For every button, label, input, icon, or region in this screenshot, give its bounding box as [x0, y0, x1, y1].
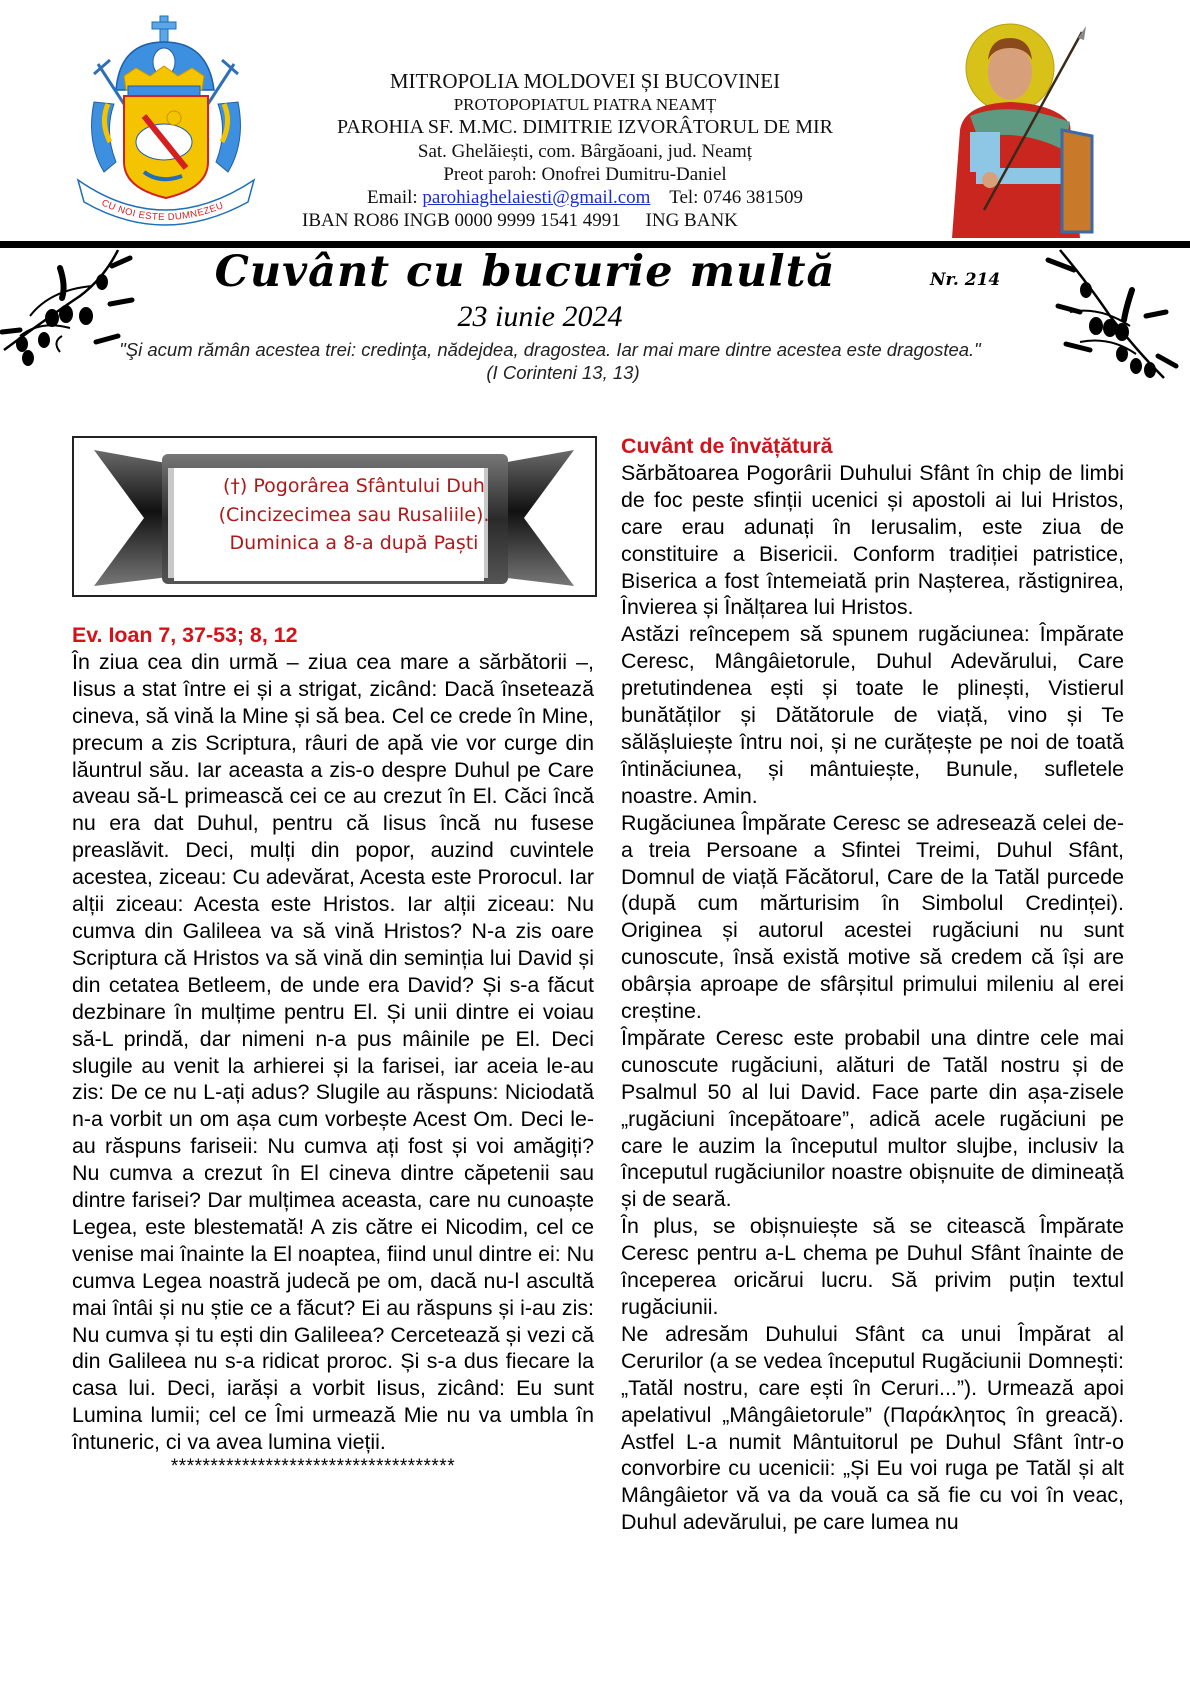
saint-icon-image	[930, 20, 1100, 238]
gospel-text: În ziua cea din urmă – ziua cea mare a sărbătorii –, Iisus a stat între ei și a strigat, zicând: Dacă însetează cineva, să vină la Mine și să bea. Cel ce crede în Mine, precum a zis Scriptura, râuri de apă vie vor curge din lăuntrul său. Iar aceasta a zis-o despre Duhul pe Care aveau să-L primească cei ce au crezut în El. Căci încă nu era dat Duhul, pentru că Iisus încă nu fusese preaslăvit. Deci, mulți din popor, auzind cuvintele acestea, ziceau: Cu adevărat, Acesta este Prorocul. Iar alții ziceau: Acesta este Hristos. Iar alții ziceau: Nu cumva din Galileea va să vină Hristos? N-a zis oare Scriptura că Hristos va să vină din seminția lui David și din cetatea Betleem, de unde era David? Și s-a făcut dezbinare în mulțime pentru El. Și unii dintre ei voiau să-L prindă, dar nimeni n-a pus mâinile pe El. Deci slugile au venit la arhierei și la farisei, iar aceia le-au zis: De ce nu L-ați adus? Slugile au răspuns: Niciodată n-a vorbit un om așa cum vorbește Acest Om. Deci le-au răspuns fariseii: Nu cumva ați fost și voi amăgiți? Nu cumva a crezut în El cineva dintre căpetenii sau dintre farisei? Dar mulțimea aceasta, care nu cunoaște Legea, este blestemată! A zis către ei Nicodim, cel ce venise mai înainte la El noaptea, fiind unul dintre ei: Nu cumva Legea noastră judecă pe om, dacă nu-l ascultă mai întâi și nu știe ce a făcut? Ei au răspuns și i-au zis: Nu cumva și tu ești din Galileea? Cercetează și vezi că din Galileea nu s-a ridicat proroc. Și s-a dus fiecare la casa lui. Deci, iarăși a vorbit Iisus, zicând: Eu sunt Lumina lumii; cel ce Îmi urmează Mie nu va umbla în întuneric, ci va avea lumina vieții.	[72, 649, 595, 1455]
olive-branch-right	[1040, 246, 1180, 381]
bank-name: ING BANK	[645, 210, 738, 232]
coat-of-arms-logo	[64, 12, 268, 238]
phone-number: Tel: 0746 381509	[669, 187, 803, 209]
feast-line-3: Duminica a 8-a după Paști	[229, 532, 479, 554]
motto-reference: (I Corinteni 13, 13)	[486, 362, 640, 383]
parish-masthead	[290, 70, 880, 232]
deanery-name: PROTOPOPIATUL PIATRA NEAMȚ	[453, 95, 717, 115]
feast-title	[194, 472, 514, 558]
teaching-section	[621, 433, 1124, 1536]
gospel-heading: Ev. Ioan 7, 37-53; 8, 12	[72, 623, 298, 647]
feast-line-1: (†) Pogorârea Sfântului Duh	[223, 475, 485, 497]
email-label: Email:	[367, 187, 418, 209]
teaching-paragraph: Rugăciunea Împărate Ceresc se adresează celei de-a treia Persoane a Sfintei Treimi, Duhul Sfânt, Domnul de viață Făcătorul, Care de la Tatăl purcede (după cum mărturisim în Simbolul Credinței). Originea și autorul acestei rugăciuni nu sunt cunoscute, însă există motive să credem că își are obârșia aproape de sfârșitul primului mileniu al erei creștine.	[621, 810, 1124, 1024]
motto-quote	[100, 338, 1000, 384]
teaching-paragraph: În plus, se obișnuiește să se citească Împărate Ceresc pentru a-L chema pe Duhul Sfânt înainte de începerea oricărui lucru. Să privim puțin textul rugăciunii.	[621, 1214, 1124, 1319]
teaching-paragraph: Ne adresăm Duhului Sfânt ca unui Împărat al Cerurilor (a se vedea începutul Rugăciunii Domnești: „Tatăl nostru, care ești în Ceruri...”). Urmează apoi apelativul „Mângâietorule” (Παράκλητος în greacă). Astfel L-a numit Mântuitorul pe Duhul Sfânt într-o convorbire cu ucenicii: „Și Eu voi ruga pe Tatăl și alt Mângâietor vă va da vouă ca să fie cu voi în veac, Duhul adevărului, pe care lumea nu	[621, 1321, 1124, 1535]
bank-line	[290, 209, 880, 232]
parish-address: Sat. Ghelăiești, com. Bârgăoani, jud. Neamț	[417, 140, 753, 162]
issue-date: 23 iunie 2024	[457, 300, 623, 333]
contact-line	[290, 186, 880, 209]
newsletter-title: Cuvânt cu bucurie multă	[214, 247, 836, 297]
metropolis-name: MITROPOLIA MOLDOVEI ȘI BUCOVINEI	[389, 69, 781, 93]
iban: IBAN RO86 INGB 0000 9999 1541 4991	[302, 210, 621, 232]
parish-priest: Preot paroh: Onofrei Dumitru-Daniel	[443, 163, 727, 185]
teaching-paragraph: Sărbătoarea Pogorârii Duhului Sfânt în chip de limbi de foc peste sfinții ucenici și apostoli ai lui Hristos, care erau adunați în Ierusalim, este ziua de constituire a Bisericii. Conform tradiției patristice, Biserica a fost întemeiată prin Nașterea, răstignirea, Învierea și Înălțarea lui Hristos.	[621, 460, 1124, 620]
coat-of-arms-icon	[64, 12, 268, 238]
section-separator: ************************************	[170, 1456, 456, 1478]
motto-text: "Şi acum rămân acestea trei: credinţa, nădejdea, dragostea. Iar mai mare dintre acestea este dragostea."	[119, 339, 981, 360]
parish-name: PAROHIA SF. M.MC. DIMITRIE IZVORÂTORUL DE MIR	[336, 116, 834, 139]
saint-dimitrie-icon	[930, 20, 1100, 238]
feast-line-2: (Cincizecimea sau Rusaliile).	[218, 503, 490, 526]
issue-number: Nr. 214	[930, 270, 1001, 290]
teaching-paragraph: Împărate Ceresc este probabil una dintre cele mai cunoscute rugăciuni, alături de Tatăl nostru și de Psalmul 50 al lui David. Face parte din așa-zisele „rugăciuni începătoare”, adică acele rugăciuni pe care le auzim la începutul multor slujbe, inclusiv la începutul rugăciunilor noastre obișnuite de dimineață și de seară.	[621, 1025, 1124, 1212]
feast-banner	[72, 436, 597, 597]
olive-branch-icon	[1040, 246, 1180, 381]
email-link[interactable]: parohiaghelaiesti@gmail.com	[422, 187, 651, 209]
gospel-section	[72, 622, 594, 1478]
teaching-heading: Cuvânt de învățătură	[621, 434, 833, 458]
svg-text:CU NOI ESTE DUMNEZEU: CU NOI ESTE DUMNEZEU	[99, 197, 226, 224]
teaching-paragraph: Astăzi reîncepem să spunem rugăciunea: Împărate Ceresc, Mângâietorule, Duhul Adevărului, Care pretutindenea ești și toate le plinești, Vistierul bunătăților și Dătătorule de viață, vino și Te sălășluiește întru noi, și ne curățește pe noi de toată întinăciunea, și mântuiește, Bunule, sufletele noastre. Amin.	[621, 622, 1124, 808]
